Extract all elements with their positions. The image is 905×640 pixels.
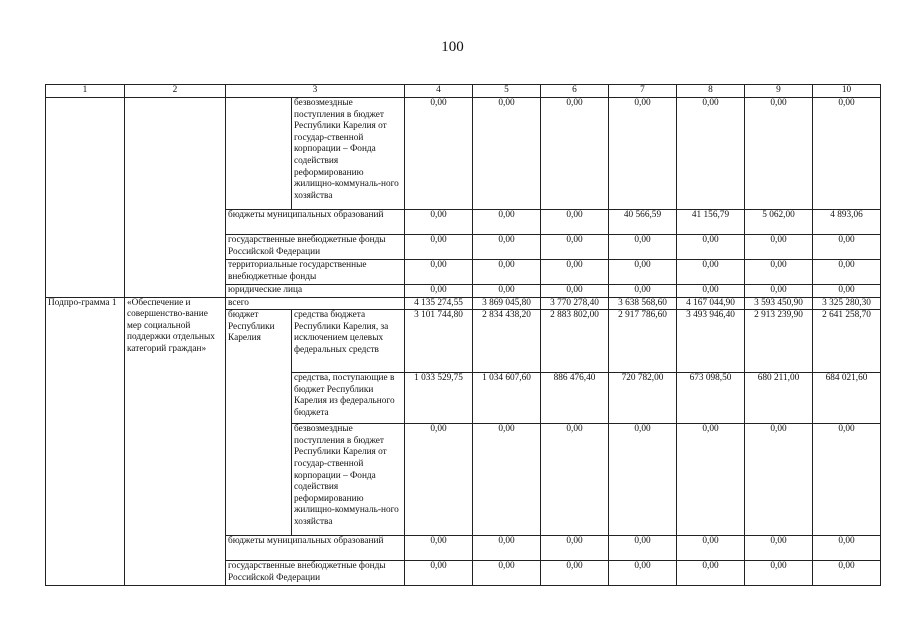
value-cell: 0,00 <box>677 285 745 298</box>
value-cell: 0,00 <box>677 536 745 561</box>
page-number: 100 <box>441 39 464 55</box>
total-label: всего <box>226 297 405 310</box>
value-cell: 3 770 278,40 <box>541 297 609 310</box>
value-cell: 3 869 045,80 <box>473 297 541 310</box>
value-cell: 0,00 <box>405 285 473 298</box>
value-cell: 0,00 <box>677 260 745 285</box>
value-cell: 0,00 <box>745 424 813 536</box>
value-cell: 3 101 744,80 <box>405 310 473 373</box>
value-cell: 0,00 <box>609 235 677 260</box>
value-cell: 3 638 568,60 <box>609 297 677 310</box>
value-cell: 3 593 450,90 <box>745 297 813 310</box>
value-cell: 0,00 <box>813 285 881 298</box>
value-cell: 4 893,06 <box>813 210 881 235</box>
value-cell: 4 167 044,90 <box>677 297 745 310</box>
program-name-cell <box>125 98 226 298</box>
value-cell: 0,00 <box>473 285 541 298</box>
value-cell: 0,00 <box>677 235 745 260</box>
value-cell: 0,00 <box>473 260 541 285</box>
value-cell: 0,00 <box>473 424 541 536</box>
value-cell: 0,00 <box>813 561 881 586</box>
column-header: 9 <box>745 85 813 98</box>
table-row <box>46 297 881 310</box>
value-cell: 0,00 <box>745 235 813 260</box>
value-cell: 0,00 <box>677 561 745 586</box>
value-cell: 0,00 <box>609 561 677 586</box>
funding-source-label: средства бюджета Республики Карелия, за исключением целевых федеральных средств <box>292 310 405 373</box>
value-cell: 0,00 <box>813 235 881 260</box>
value-cell: 0,00 <box>609 424 677 536</box>
value-cell: 0,00 <box>541 260 609 285</box>
value-cell: 0,00 <box>813 260 881 285</box>
value-cell: 0,00 <box>473 536 541 561</box>
value-cell: 2 834 438,20 <box>473 310 541 373</box>
column-header: 5 <box>473 85 541 98</box>
value-cell: 0,00 <box>813 536 881 561</box>
value-cell: 680 211,00 <box>745 373 813 424</box>
column-header: 10 <box>813 85 881 98</box>
value-cell: 0,00 <box>405 210 473 235</box>
value-cell: 684 021,60 <box>813 373 881 424</box>
value-cell: 0,00 <box>813 424 881 536</box>
column-header: 2 <box>125 85 226 98</box>
column-header: 6 <box>541 85 609 98</box>
value-cell: 0,00 <box>473 561 541 586</box>
value-cell: 0,00 <box>405 98 473 210</box>
value-cell: 0,00 <box>541 285 609 298</box>
funding-source-label: безвозмездные поступления в бюджет Республики Карелия от государ-ственной корпорации – Фонда содействия реформированию жилищно-коммуналь-ного хозяйства <box>292 424 405 536</box>
value-cell: 0,00 <box>541 210 609 235</box>
funding-source-label: безвозмездные поступления в бюджет Республики Карелия от государ-ственной корпорации – Фонда содействия реформированию жилищно-коммуналь-ного хозяйства <box>292 98 405 210</box>
value-cell: 673 098,50 <box>677 373 745 424</box>
value-cell: 0,00 <box>541 536 609 561</box>
program-cell: Подпро-грамма 1 <box>46 297 125 586</box>
value-cell: 0,00 <box>473 235 541 260</box>
value-cell: 5 062,00 <box>745 210 813 235</box>
value-cell: 0,00 <box>405 260 473 285</box>
value-cell: 0,00 <box>677 98 745 210</box>
value-cell: 0,00 <box>541 98 609 210</box>
value-cell: 0,00 <box>813 98 881 210</box>
funding-source-label: территориальные государственные внебюджетные фонды <box>226 260 405 285</box>
value-cell: 0,00 <box>405 235 473 260</box>
value-cell: 0,00 <box>541 561 609 586</box>
value-cell: 2 913 239,90 <box>745 310 813 373</box>
funding-source-label: государственные внебюджетные фонды Российской Федерации <box>226 561 405 586</box>
value-cell: 0,00 <box>473 98 541 210</box>
value-cell: 4 135 274,55 <box>405 297 473 310</box>
value-cell: 2 917 786,60 <box>609 310 677 373</box>
value-cell: 3 493 946,40 <box>677 310 745 373</box>
value-cell: 0,00 <box>405 424 473 536</box>
table-row <box>46 98 881 210</box>
header-row <box>46 85 881 98</box>
value-cell: 1 033 529,75 <box>405 373 473 424</box>
value-cell: 0,00 <box>677 424 745 536</box>
value-cell: 1 034 607,60 <box>473 373 541 424</box>
value-cell: 0,00 <box>609 98 677 210</box>
value-cell: 41 156,79 <box>677 210 745 235</box>
value-cell: 720 782,00 <box>609 373 677 424</box>
value-cell: 0,00 <box>405 561 473 586</box>
funding-source-label: бюджеты муниципальных образований <box>226 210 405 235</box>
column-header: 4 <box>405 85 473 98</box>
value-cell: 0,00 <box>609 285 677 298</box>
funding-source-label: средства, поступающие в бюджет Республики Карелия из федерального бюджета <box>292 373 405 424</box>
program-name-cell: «Обеспечение и совершенство-вание мер социальной поддержки отдельных категорий граждан» <box>125 297 226 586</box>
program-cell <box>46 98 125 298</box>
value-cell: 2 883 802,00 <box>541 310 609 373</box>
value-cell: 0,00 <box>541 424 609 536</box>
value-cell: 0,00 <box>745 536 813 561</box>
column-header: 7 <box>609 85 677 98</box>
value-cell: 0,00 <box>745 260 813 285</box>
funding-source-label: бюджеты муниципальных образований <box>226 536 405 561</box>
value-cell: 0,00 <box>541 235 609 260</box>
value-cell: 0,00 <box>473 210 541 235</box>
value-cell: 3 325 280,30 <box>813 297 881 310</box>
value-cell: 0,00 <box>745 98 813 210</box>
funding-source-label: государственные внебюджетные фонды Российской Федерации <box>226 235 405 260</box>
column-header: 8 <box>677 85 745 98</box>
funding-group-cell <box>226 98 292 210</box>
value-cell: 0,00 <box>609 536 677 561</box>
budget-table <box>45 84 881 586</box>
funding-source-label: юридические лица <box>226 285 405 298</box>
funding-group-label: бюджет Республики Карелия <box>226 310 292 536</box>
value-cell: 0,00 <box>609 260 677 285</box>
value-cell: 2 641 258,70 <box>813 310 881 373</box>
column-header: 3 <box>226 85 405 98</box>
value-cell: 0,00 <box>745 561 813 586</box>
value-cell: 40 566,59 <box>609 210 677 235</box>
value-cell: 886 476,40 <box>541 373 609 424</box>
column-header: 1 <box>46 85 125 98</box>
value-cell: 0,00 <box>405 536 473 561</box>
value-cell: 0,00 <box>745 285 813 298</box>
